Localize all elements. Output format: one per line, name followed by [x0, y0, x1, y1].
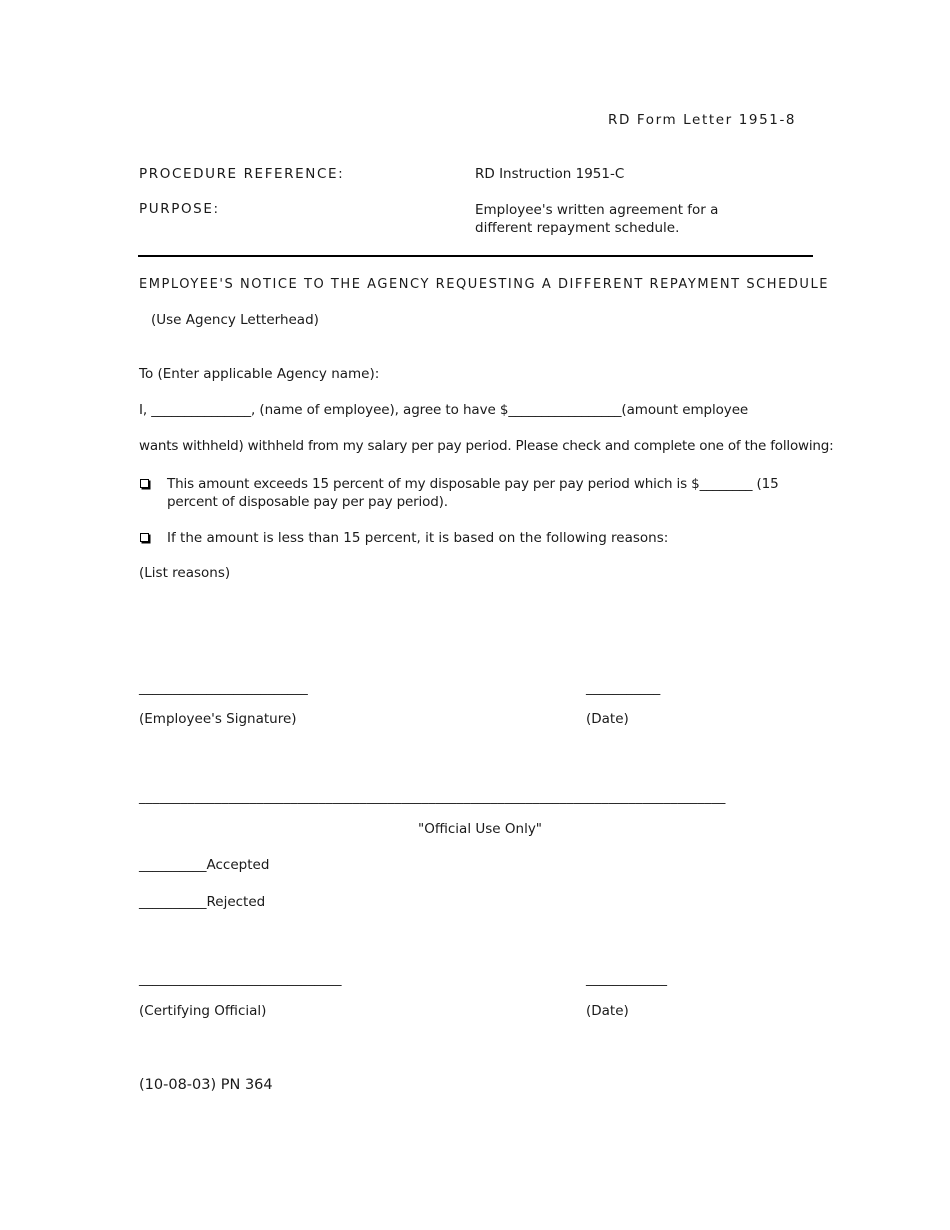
- accepted-field[interactable]: __________Accepted: [139, 857, 270, 873]
- certifying-date-line[interactable]: ____________: [586, 971, 667, 987]
- procedure-reference-value: RD Instruction 1951-C: [475, 166, 625, 182]
- employee-date-label: (Date): [586, 711, 629, 727]
- official-divider: _____________________________________________________________________________________: [139, 789, 726, 805]
- to-line: To (Enter applicable Agency name):: [139, 366, 380, 382]
- purpose-value: Employee's written agreement for a different repayment schedule.: [475, 202, 719, 236]
- employee-date-line[interactable]: ___________: [586, 680, 661, 696]
- header-divider: [138, 255, 813, 257]
- option-2-checkbox[interactable]: [140, 533, 149, 542]
- agreement-line-2: wants withheld) withheld from my salary per pay period. Please check and complete one of the following:: [139, 438, 834, 454]
- procedure-reference-label: PROCEDURE REFERENCE:: [139, 166, 345, 182]
- agreement-line-1: I, _______________, (name of employee), agree to have $_________________(amount employee: [139, 402, 749, 418]
- certifying-signature-line[interactable]: ______________________________: [139, 971, 342, 987]
- form-number: RD Form Letter 1951-8: [608, 112, 797, 128]
- option-1-text: This amount exceeds 15 percent of my disposable pay per pay period which is $________ (15 percent of disposable pay per pay period).: [167, 476, 779, 510]
- option-2-text: If the amount is less than 15 percent, it is based on the following reasons:: [167, 530, 669, 546]
- option-1-checkbox[interactable]: [140, 479, 149, 488]
- employee-signature-label: (Employee's Signature): [139, 711, 297, 727]
- list-reasons: (List reasons): [139, 565, 231, 581]
- employee-signature-line[interactable]: _________________________: [139, 680, 308, 696]
- purpose-label: PURPOSE:: [139, 201, 220, 217]
- footer-code: (10-08-03) PN 364: [139, 1077, 273, 1093]
- certifying-date-label: (Date): [586, 1003, 629, 1019]
- official-use-title: "Official Use Only": [418, 821, 543, 837]
- certifying-official-label: (Certifying Official): [139, 1003, 267, 1019]
- letterhead-note: (Use Agency Letterhead): [151, 312, 319, 328]
- notice-title: EMPLOYEE'S NOTICE TO THE AGENCY REQUESTING A DIFFERENT REPAYMENT SCHEDULE: [139, 277, 830, 292]
- rejected-field[interactable]: __________Rejected: [139, 894, 266, 910]
